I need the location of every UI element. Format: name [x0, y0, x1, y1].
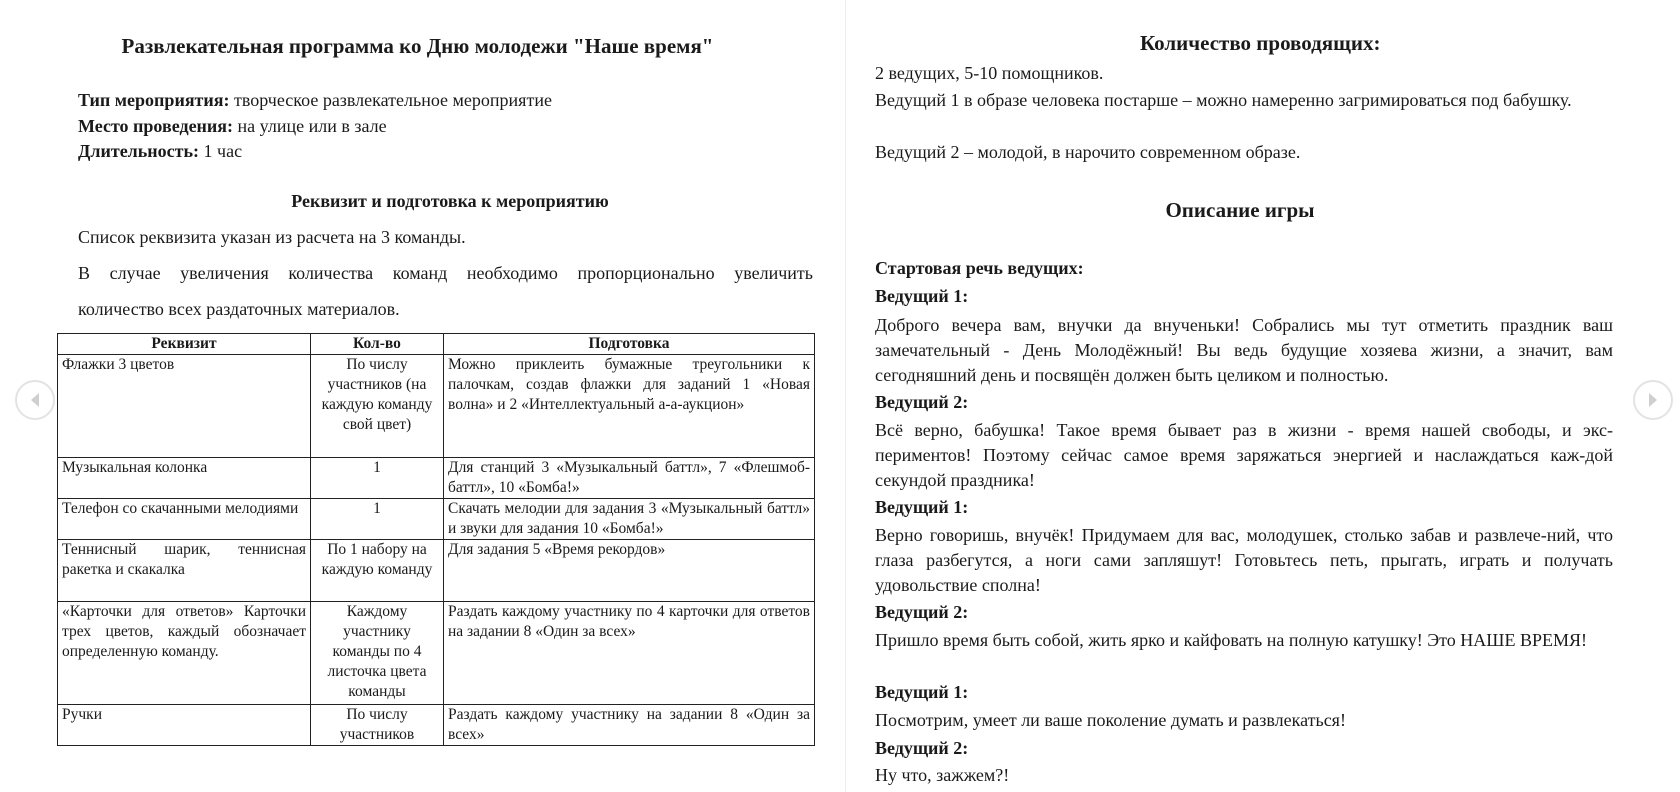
meta-label: Тип мероприятия:	[78, 90, 230, 110]
cell-prep: Скачать мелодии для задания 3 «Музыкальный баттл» и звуки для задания 10 «Бомба!»	[444, 499, 815, 540]
table-row	[58, 540, 815, 602]
hosts-count: 2 ведущих, 5-10 помощников.	[875, 63, 1104, 83]
speaker-label: Ведущий 2:	[875, 602, 969, 622]
game-description-title: Описание игры	[1165, 198, 1315, 222]
cell-prep: Для станций 3 «Музыкальный баттл», 7 «Флешмоб-баттл», 10 «Бомба!»	[444, 458, 815, 499]
cell-prep: Раздать каждому участнику на задании 8 «Один за всех»	[444, 705, 815, 746]
speech-text: Пришло время быть собой, жить ярко и кайфовать на полную катушку! Это НАШЕ ВРЕМЯ!	[875, 630, 1587, 650]
cell-item: Ручки	[58, 705, 311, 746]
speech-text: Ну что, зажжем?!	[875, 765, 1010, 785]
meta-venue	[78, 116, 387, 137]
previous-page-button[interactable]	[15, 380, 55, 420]
table-row	[58, 458, 815, 499]
table-row	[58, 355, 815, 458]
chevron-right-icon	[1646, 392, 1660, 408]
cell-qty: По числу участников	[311, 705, 444, 746]
meta-duration	[78, 141, 242, 162]
speech-text: Всё верно, бабушка! Такое время бывает раз в жизни - время нашей свободы, и экс-периментов! Поэтому сейчас самое время заряжаться энергией и наслаждаться каж-дой секундой праздника!	[875, 420, 1613, 490]
cell-item: Музыкальная колонка	[58, 458, 311, 499]
col-header-qty: Кол-во	[311, 334, 444, 355]
cell-qty: Каждому участнику команды по 4 листочка цвета команды	[311, 602, 444, 705]
cell-prep: Можно приклеить бумажные треугольники к палочкам, создав флажки для заданий 1 «Новая волна» и 2 «Интеллектуальный а-а-аукцион»	[444, 355, 815, 458]
col-header-prep: Подготовка	[444, 334, 815, 355]
section-title-props: Реквизит и подготовка к мероприятию	[291, 191, 609, 211]
paragraph-increase-line2: количество всех раздаточных материалов.	[78, 299, 400, 319]
cell-item: Флажки 3 цветов	[58, 355, 311, 458]
cell-prep: Раздать каждому участнику по 4 карточки для ответов на задании 8 «Один за всех»	[444, 602, 815, 705]
cell-qty: По числу участников (на каждую команду свой цвет)	[311, 355, 444, 458]
meta-value: творческое развлекательное мероприятие	[229, 90, 552, 110]
speech-text: Верно говоришь, внучёк! Придумаем для вас, молодушек, столько забав и развлече-ний, что глаза разбегутся, а ноги сами запляшут! Готовьтесь петь, прыгать, играть и получать удовольствие сполна!	[875, 525, 1613, 595]
meta-label: Длительность:	[78, 141, 200, 161]
meta-value: на улице или в зале	[233, 116, 387, 136]
speaker-label: Ведущий 2:	[875, 738, 969, 758]
next-page-button[interactable]	[1633, 380, 1673, 420]
props-table	[57, 333, 815, 746]
speaker-label: Ведущий 1:	[875, 286, 969, 306]
cell-qty: 1	[311, 499, 444, 540]
start-speech-label: Стартовая речь ведущих:	[875, 258, 1084, 278]
meta-value: 1 час	[199, 141, 243, 161]
chevron-left-icon	[28, 392, 42, 408]
document-page-right	[845, 0, 1680, 792]
table-header-row	[58, 334, 815, 355]
cell-qty: 1	[311, 458, 444, 499]
page-divider	[845, 0, 846, 792]
col-header-item: Реквизит	[58, 334, 311, 355]
cell-qty: По 1 набору на каждую команду	[311, 540, 444, 602]
table-row	[58, 705, 815, 746]
host1-description: Ведущий 1 в образе человека постарше – можно намеренно загримироваться под бабушку.	[875, 90, 1572, 110]
meta-event-type	[78, 90, 552, 111]
speaker-label: Ведущий 2:	[875, 392, 969, 412]
speaker-label: Ведущий 1:	[875, 497, 969, 517]
meta-label: Место проведения:	[78, 116, 234, 136]
cell-item: Теннисный шарик, теннисная ракетка и скакалка	[58, 540, 311, 602]
paragraph-props-note: Список реквизита указан из расчета на 3 команды.	[78, 227, 466, 247]
hosts-title: Количество проводящих:	[1140, 31, 1381, 55]
table-row	[58, 602, 815, 705]
speech-text: Доброго вечера вам, внучки да внученьки! Собрались мы тут отметить праздник ваш замечательный - День Молодёжный! Вы ведь будущие хозяева жизни, а значит, вам сегодняшний день и посвящён должен быть целиком и полностью.	[875, 315, 1613, 385]
host2-description: Ведущий 2 – молодой, в нарочито современном образе.	[875, 142, 1301, 162]
table-row	[58, 499, 815, 540]
cell-item: «Карточки для ответов» Карточки трех цветов, каждый обозначает определенную команду.	[58, 602, 311, 705]
cell-prep: Для задания 5 «Время рекордов»	[444, 540, 815, 602]
cell-item: Телефон со скачанными мелодиями	[58, 499, 311, 540]
speaker-label: Ведущий 1:	[875, 682, 969, 702]
paragraph-increase-line1: В случае увеличения количества команд необходимо пропорционально увеличить	[78, 263, 813, 283]
document-title: Развлекательная программа ко Дню молодежи "Наше время"	[121, 34, 714, 58]
speech-text: Посмотрим, умеет ли ваше поколение думать и развлекаться!	[875, 710, 1346, 730]
